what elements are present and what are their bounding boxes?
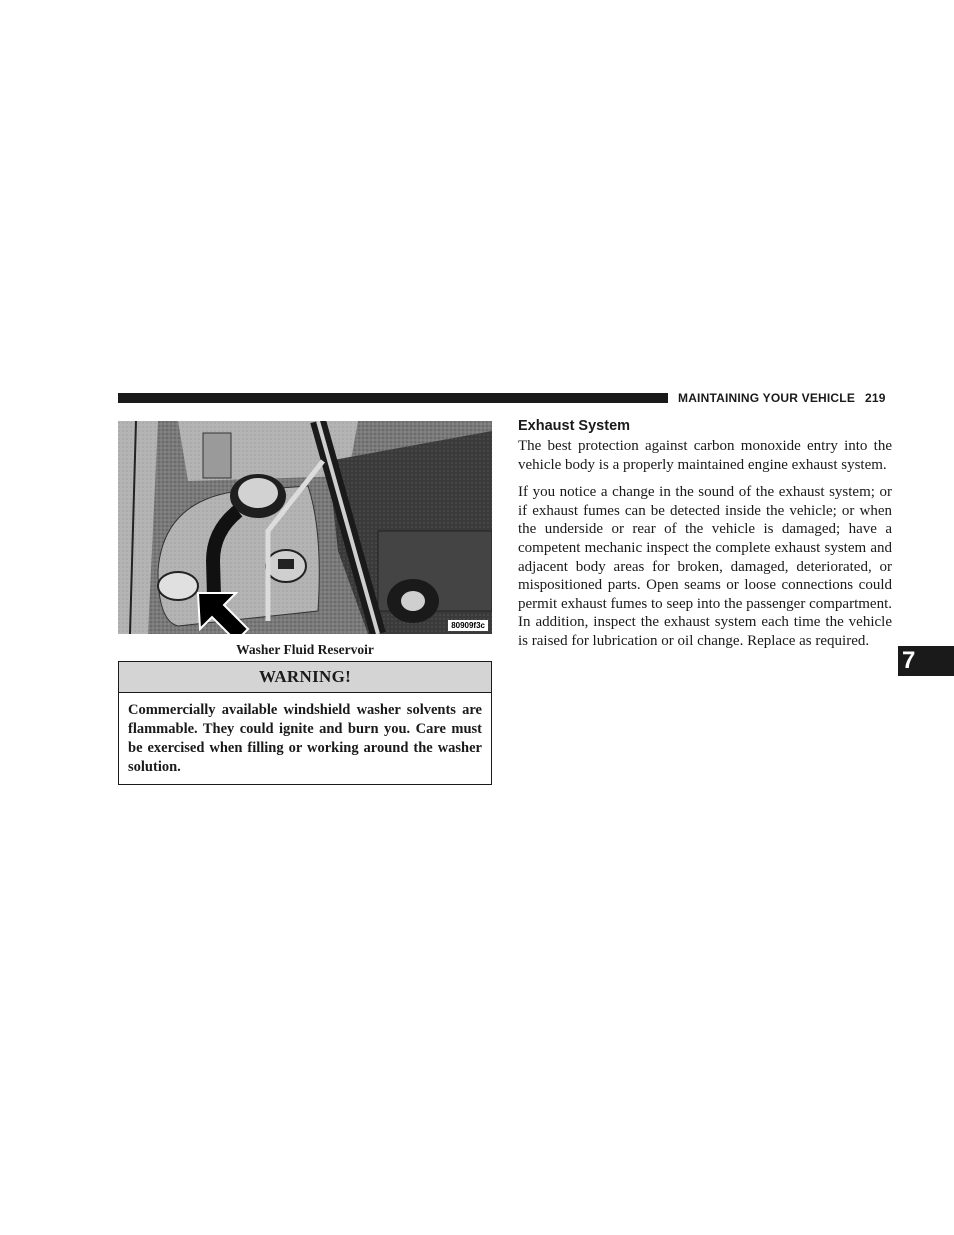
warning-body: Commercially available windshield washer solvents are flammable. They could ignite and burn you. Care must be exercised when filling or working around the washer solution. — [128, 702, 482, 775]
section-title: MAINTAINING YOUR VEHICLE — [678, 391, 856, 405]
exhaust-system-section — [518, 417, 892, 660]
chapter-tab: 7 — [898, 646, 954, 676]
section-heading: Exhaust System — [518, 418, 631, 434]
paragraph: If you notice a change in the sound of the exhaust system; or if exhaust fumes can be detected inside the vehicle; or when the underside or rear of the vehicle is damaged; have a competent mechanic inspect the complete exhaust system and adjacent body areas for broken, damaged, deteriorated, or mispositioned parts. Open seams or loose connections could permit exhaust fumes to seep into the passenger compartment. In addition, inspect the exhaust system each time the vehicle is raised for lubrication or oil change. Replace as required. — [518, 484, 892, 649]
figure-code: 80909f3c — [448, 620, 488, 631]
paragraph: The best protection against carbon monoxide entry into the vehicle body is a properly maintained engine exhaust system. — [518, 438, 892, 473]
washer-fluid-reservoir-photo — [118, 421, 492, 634]
engine-bay-illustration — [118, 421, 492, 634]
warning-title: WARNING! — [119, 662, 491, 693]
figure-caption: Washer Fluid Reservoir — [236, 642, 374, 657]
running-header — [678, 390, 892, 406]
page-number: 219 — [865, 391, 886, 405]
header-rule — [118, 393, 668, 403]
warning-box — [118, 661, 492, 785]
